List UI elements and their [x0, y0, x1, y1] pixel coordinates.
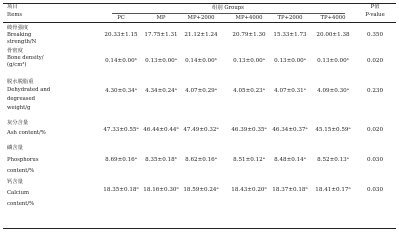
table-cell: 20.33±1.15 [104, 32, 138, 38]
table-cell: 46.34±0.37ᵃ [272, 127, 308, 133]
table-cell: 0.13±0.00ᵃ [274, 58, 306, 64]
row-label-en: Phosphorus [7, 157, 39, 163]
top-rule [3, 3, 396, 4]
table-cell: 47.33±0.55ᵃ [103, 127, 139, 133]
row-label-en: strength/N [7, 39, 37, 45]
p-value: 0.030 [366, 187, 384, 193]
table-cell: 47.49±0.32ᵃ [183, 127, 219, 133]
row-label-zh: 磷含量 [7, 145, 23, 151]
table-cell: 18.37±0.18ᵇ [272, 187, 308, 193]
col-header: MP [156, 15, 166, 21]
table-cell: 4.09±0.30ᵃ [317, 88, 349, 94]
header-group-title: 组别 Groups [212, 5, 244, 11]
table-cell: 21.12±1.24 [184, 32, 218, 38]
table-cell: 0.13±0.00ᵇ [317, 58, 349, 64]
bottom-rule [3, 228, 396, 229]
header-rule [3, 22, 396, 23]
p-value: 0.230 [366, 88, 384, 94]
table-cell: 8.48±0.14ᵃ [274, 157, 306, 163]
row-label-zh: 钙含量 [7, 179, 23, 185]
table-cell: 4.07±0.29ᵃ [185, 88, 217, 94]
table-cell: 20.79±1.30 [232, 32, 266, 38]
row-label-zh: 骨密度 [7, 48, 23, 54]
row-label-en: weight/g [7, 105, 31, 111]
table-cell: 0.13±0.00ᵃ [233, 58, 265, 64]
table-cell: 8.52±0.13ᵃ [317, 157, 349, 163]
header-p-en: P-value [365, 12, 385, 18]
table-cell: 18.59±0.24ᵃ [183, 187, 219, 193]
table-cell: 0.14±0.00ᵇ [185, 58, 217, 64]
row-label-en: Bone density/ [7, 55, 44, 61]
group-underline [112, 13, 345, 14]
col-header: MP+2000 [187, 15, 215, 21]
col-header: MP+4000 [235, 15, 263, 21]
p-value: 0.020 [366, 58, 384, 64]
row-label-zh: 脱水脱脂重 [7, 79, 34, 85]
row-label-en: degreased [7, 96, 35, 102]
table-cell: 20.00±1.38 [316, 32, 350, 38]
p-value: 0.350 [366, 32, 384, 38]
p-value: 0.030 [366, 157, 384, 163]
row-label-zh: 灰分含量 [7, 120, 29, 126]
table-cell: 0.13±0.00ᵃ [145, 58, 177, 64]
table-cell: 8.35±0.18ᵇ [145, 157, 177, 163]
table-cell: 17.75±1.31 [144, 32, 178, 38]
row-label-en: Breaking [7, 32, 32, 38]
row-label-en: content/% [7, 168, 35, 174]
table-cell: 46.39±0.35ᵃ [231, 127, 267, 133]
col-header: TP+4000 [320, 15, 346, 21]
table-cell: 4.05±0.23ᵃ [233, 88, 265, 94]
row-label-zh: 破骨强度 [7, 25, 29, 31]
table-cell: 15.33±1.73 [273, 32, 307, 38]
table-cell: 8.51±0.12ᵃ [233, 157, 265, 163]
table-cell: 4.34±0.24ᵃ [145, 88, 177, 94]
table-cell: 18.43±0.20ᵇ [231, 187, 267, 193]
p-value: 0.020 [366, 127, 384, 133]
row-label-en: (g/cm³) [7, 62, 27, 68]
row-label-en: Ash content/% [7, 130, 46, 136]
table-cell: 4.07±0.31ᵃ [274, 88, 306, 94]
header-p-zh: P值 [370, 4, 380, 10]
table-cell: 18.35±0.18ᵇ [103, 187, 139, 193]
header-item-en: Items [7, 12, 23, 18]
table-cell: 0.14±0.00ᵇ [105, 58, 137, 64]
row-label-en: content/% [7, 201, 35, 207]
table-cell: 8.69±0.16ᵃ [105, 157, 137, 163]
table-cell: 46.44±0.44ᵇ [143, 127, 179, 133]
table-cell: 8.62±0.16ᵃ [185, 157, 217, 163]
row-label-en: Calcium [7, 190, 29, 196]
table-cell: 18.41±0.17ᵇ [315, 187, 351, 193]
col-header: PC [117, 15, 125, 21]
col-header: TP+2000 [277, 15, 303, 21]
table-cell: 45.15±0.59ᵃ [315, 127, 351, 133]
table-cell: 4.30±0.34ᵃ [105, 88, 137, 94]
row-label-en: Dehydrated and [7, 87, 51, 93]
header-item-zh: 项目 [7, 4, 18, 10]
table-cell: 18.16±0.30ᵇ [143, 187, 179, 193]
